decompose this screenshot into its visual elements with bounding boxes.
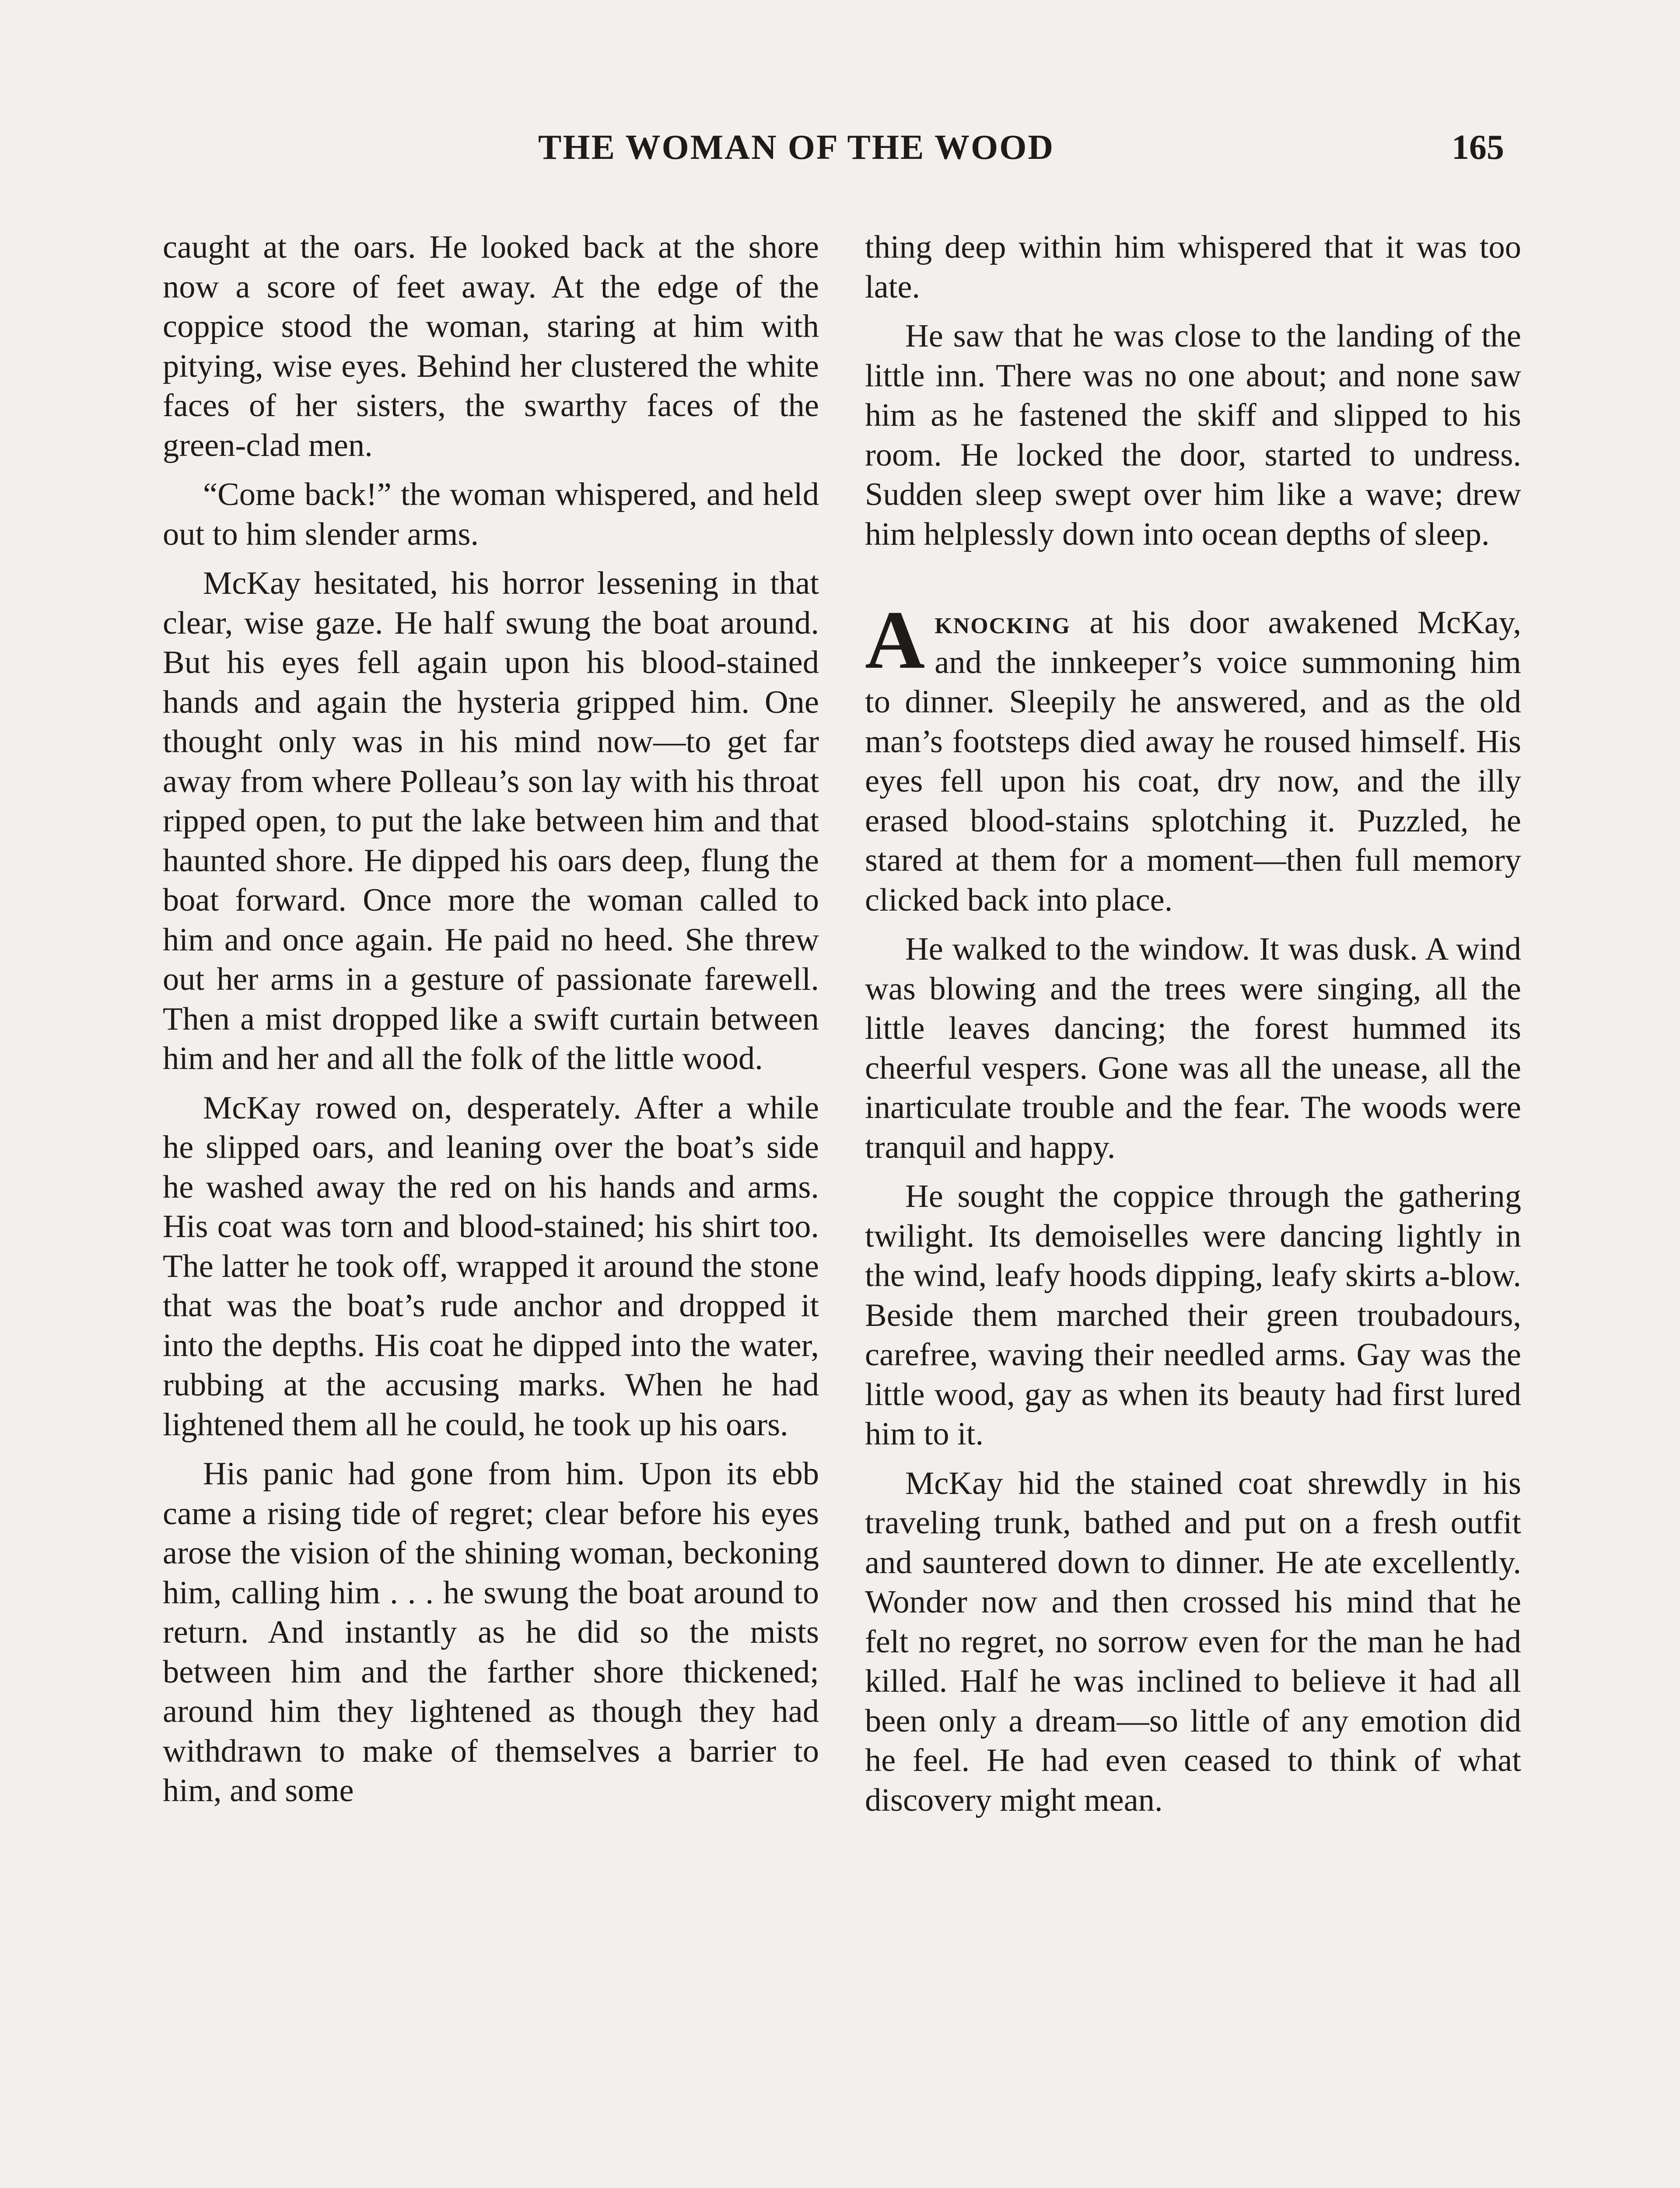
drop-cap: A (865, 594, 925, 686)
paragraph-text: at his door awakened McKay, and the innkeeper’s voice summoning him to dinner. Sleepily he answered, and as the old man’s footsteps died away he roused himself. His eyes fell upon his coat, dry now, and the illy erased blood-stains splotching it. Puzzled, he stared at them for a moment—then full memory clicked back into place. (865, 605, 1521, 918)
left-column (163, 228, 819, 1820)
paragraph: He saw that he was close to the landing of the little inn. There was no one about; and none saw him as he fastened the skiff and slipped to his room. He locked the door, started to undress. Sudden sleep swept over him like a wave; drew him helplessly down into ocean depths of sleep. (865, 318, 1521, 552)
paragraph: He sought the coppice through the gathering twilight. Its demoiselles were dancing lightly in the wind, leafy hoods dipping, leafy skirts a-blow. Beside them marched their green troubadours, carefree, waving their needled arms. Gay was the little wood, gay as when its beauty had first lured him to it. (865, 1178, 1521, 1452)
paragraph: He walked to the window. It was dusk. A wind was blowing and the trees were singing, all the little leaves dancing; the forest hummed its cheerful vespers. Gone was all the unease, all the inarticulate trouble and the fear. The woods were tranquil and happy. (865, 931, 1521, 1165)
section-break (865, 564, 1521, 603)
page-number: 165 (1452, 128, 1504, 167)
paragraph: McKay rowed on, desperately. After a while he slipped oars, and leaning over the boat’s side he washed away the red on his hands and arms. His coat was torn and blood-stained; his shirt too. The latter he took off, wrapped it around the stone that was the boat’s rude anchor and dropped it into the depths. His coat he dipped into the water, rubbing at the accusing marks. When he had lightened them all he could, he took up his oars. (163, 1090, 819, 1443)
right-column (865, 228, 1521, 1830)
paragraph: caught at the oars. He looked back at the shore now a score of feet away. At the edge of the coppice stood the woman, staring at him with pitying, wise eyes. Behind her clustered the white faces of her sisters, the swarthy faces of the green-clad men. (163, 229, 819, 463)
paragraph: McKay hesitated, his horror lessening in that clear, wise gaze. He half swung the boat around. But his eyes fell again upon his blood-stained hands and again the hysteria gripped him. One thought only was in his mind now—to get far away from where Polleau’s son lay with his throat ripped open, to put the lake between him and that haunted shore. He dipped his oars deep, flung the boat forward. Once more the woman called to him and once again. He paid no heed. She threw out her arms in a gesture of passionate farewell. Then a mist dropped like a swift curtain between him and her and all the folk of the little wood. (163, 565, 819, 1076)
running-title: THE WOMAN OF THE WOOD (538, 128, 1055, 167)
running-head (0, 128, 1680, 180)
paragraph: “Come back!” the woman whispered, and held out to him slender arms. (163, 477, 819, 552)
paragraph: McKay hid the stained coat shrewdly in his traveling trunk, bathed and put on a fresh outfit and sauntered down to dinner. He ate excellently. Wonder now and then crossed his mind that he felt no regret, no sorrow even for the man he had killed. Half he was inclined to believe it had all been only a dream—so little of any emotion did he feel. He had even ceased to think of what discovery might mean. (865, 1465, 1521, 1818)
paragraph-section-opening (865, 594, 1521, 920)
paragraph: His panic had gone from him. Upon its ebb came a rising tide of regret; clear before his eyes arose the vision of the shining woman, beckoning him, calling him . . . he swung the boat around to return. And instantly as he did so the mists between him and the farther shore thickened; around him they lightened as though they had withdrawn to make of themselves a barrier to him, and some (163, 1456, 819, 1809)
paragraph: thing deep within him whispered that it was too late. (865, 229, 1521, 305)
small-caps-lead: knocking (934, 605, 1071, 641)
